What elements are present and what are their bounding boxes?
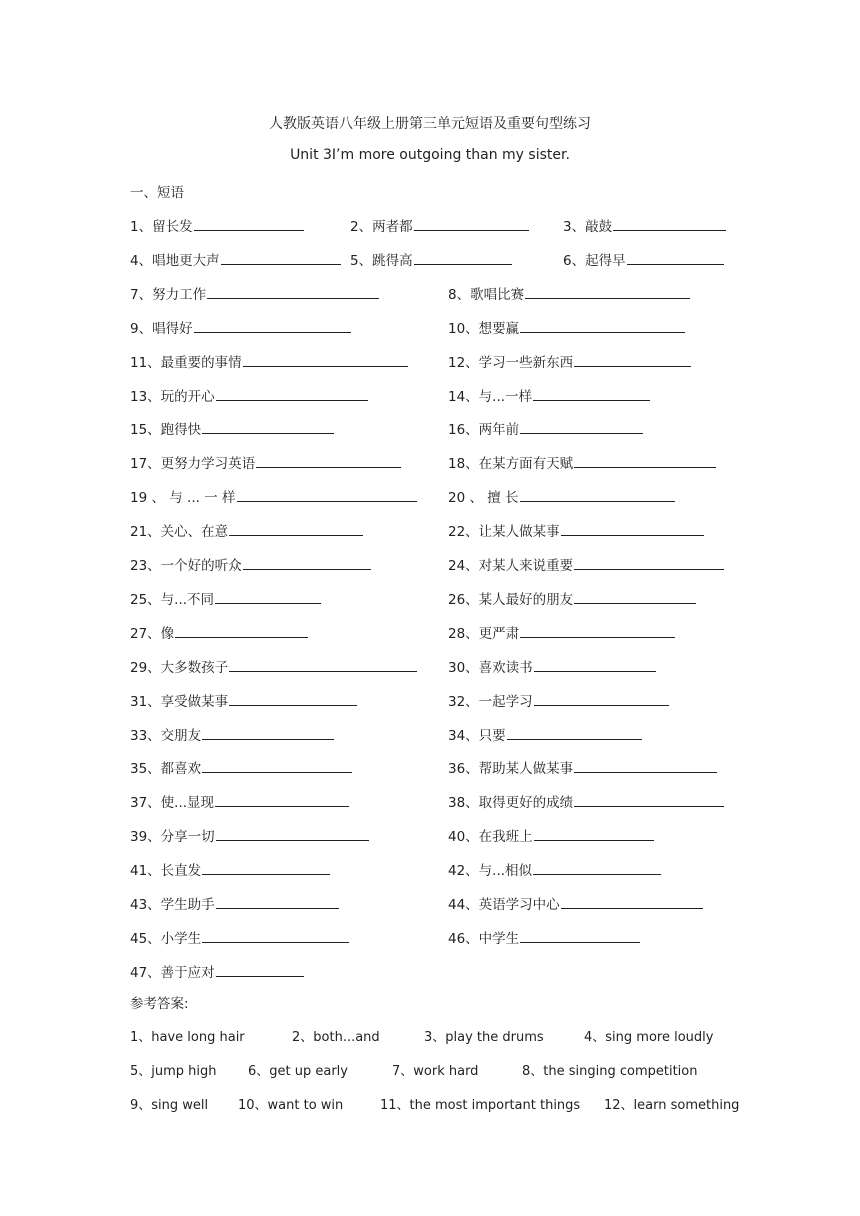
answer-blank-line[interactable] [534, 828, 654, 841]
phrase-label: 47、善于应对 [130, 964, 215, 981]
phrase-label: 28、更严肃 [448, 625, 520, 642]
answer-blank-line[interactable] [533, 862, 661, 875]
answer-blank-line[interactable] [194, 320, 351, 333]
answer-blank-line[interactable] [216, 388, 368, 401]
phrase-row [130, 283, 730, 303]
phrase-item [130, 554, 371, 574]
answer-blank-line[interactable] [229, 523, 363, 536]
phrase-item [448, 351, 691, 371]
phrase-item [448, 690, 669, 710]
phrase-row [130, 588, 730, 608]
answer-blank-line[interactable] [520, 930, 640, 943]
answer-blank-line[interactable] [229, 693, 357, 706]
answer-blank-line[interactable] [207, 286, 379, 299]
answer-blank-line[interactable] [574, 591, 696, 604]
answer-row [130, 1094, 740, 1114]
phrase-row [130, 825, 730, 845]
answer-item: 6、get up early [248, 1064, 348, 1079]
answer-blank-line[interactable] [627, 252, 724, 265]
phrase-item [448, 791, 724, 811]
phrase-label: 25、与...不同 [130, 591, 215, 608]
phrase-label: 17、更努力学习英语 [130, 456, 256, 473]
phrase-label: 8、歌唱比赛 [448, 286, 525, 303]
phrase-row [130, 724, 730, 744]
phrase-row [130, 554, 730, 574]
phrase-label: 12、学习一些新东西 [448, 354, 574, 371]
document-subtitle: Unit 3I’m more outgoing than my sister. [290, 147, 570, 163]
phrase-item [130, 588, 321, 608]
phrase-item [448, 757, 717, 777]
answer-blank-line[interactable] [202, 421, 334, 434]
phrase-label: 36、帮助某人做某事 [448, 761, 574, 778]
phrase-item [448, 859, 661, 879]
answer-blank-line[interactable] [216, 828, 369, 841]
answer-blank-line[interactable] [520, 421, 643, 434]
phrase-item [130, 215, 304, 235]
phrase-label: 13、玩的开心 [130, 388, 215, 405]
answer-blank-line[interactable] [520, 489, 675, 502]
answer-item: 10、want to win [238, 1098, 344, 1113]
phrase-row [130, 486, 730, 506]
phrase-item [448, 656, 656, 676]
answer-blank-line[interactable] [414, 218, 529, 231]
answer-blank-line[interactable] [414, 252, 512, 265]
answer-blank-line[interactable] [202, 760, 352, 773]
phrase-label: 32、一起学习 [448, 693, 533, 710]
answer-blank-line[interactable] [561, 896, 703, 909]
answer-item: 9、sing well [130, 1098, 209, 1113]
answer-blank-line[interactable] [194, 218, 304, 231]
answer-blank-line[interactable] [534, 659, 656, 672]
answer-blank-line[interactable] [525, 286, 690, 299]
answer-blank-line[interactable] [574, 794, 724, 807]
phrase-label: 5、跳得高 [350, 252, 413, 269]
phrase-item [130, 656, 417, 676]
answer-item: 3、play the drums [424, 1030, 544, 1045]
phrase-label: 21、关心、在意 [130, 524, 229, 541]
phrase-item [448, 825, 654, 845]
answer-blank-line[interactable] [216, 896, 339, 909]
phrase-label: 9、唱得好 [130, 320, 193, 337]
phrase-item [448, 622, 675, 642]
answer-blank-line[interactable] [237, 489, 417, 502]
phrase-item [448, 486, 675, 506]
answer-blank-line[interactable] [574, 354, 691, 367]
phrase-label: 29、大多数孩子 [130, 659, 229, 676]
phrase-label: 3、敲鼓 [563, 219, 613, 235]
phrase-row [130, 520, 730, 540]
phrase-item [130, 859, 330, 879]
answer-blank-line[interactable] [534, 693, 669, 706]
answer-blank-line[interactable] [507, 727, 642, 740]
phrase-row [130, 656, 730, 676]
phrase-item [448, 724, 642, 744]
phrase-label: 41、长直发 [130, 863, 202, 880]
phrase-label: 30、喜欢读书 [448, 659, 533, 676]
answer-blank-line[interactable] [243, 557, 371, 570]
answer-blank-line[interactable] [221, 252, 341, 265]
answer-blank-line[interactable] [215, 591, 321, 604]
phrase-item [448, 927, 640, 947]
phrase-label: 24、对某人来说重要 [448, 558, 574, 574]
answer-blank-line[interactable] [229, 659, 417, 672]
phrase-row [130, 690, 730, 710]
phrase-label: 10、想要赢 [448, 320, 520, 337]
phrase-item [448, 317, 685, 337]
phrase-item [130, 690, 357, 710]
phrase-item [130, 893, 339, 913]
phrase-item [130, 385, 368, 405]
phrase-row [130, 385, 730, 405]
phrase-row [130, 791, 730, 811]
answer-blank-line[interactable] [520, 625, 675, 638]
phrase-item [130, 317, 351, 337]
answer-item: 1、have long hair [130, 1030, 245, 1045]
phrase-label: 46、中学生 [448, 930, 520, 947]
phrase-label: 33、交朋友 [130, 727, 202, 744]
answer-item: 7、work hard [392, 1064, 479, 1079]
phrase-item [130, 961, 304, 981]
phrase-label: 22、让某人做某事 [448, 524, 560, 541]
answer-item: 11、the most important things [380, 1098, 581, 1113]
phrase-label: 35、都喜欢 [130, 761, 202, 778]
phrase-row [130, 622, 730, 642]
phrase-label: 18、在某方面有天赋 [448, 456, 574, 473]
answer-blank-line[interactable] [613, 218, 726, 231]
answers-heading: 参考答案: [130, 996, 189, 1012]
phrase-label: 26、某人最好的朋友 [448, 591, 574, 608]
phrase-row [130, 317, 730, 337]
answer-blank-line[interactable] [256, 455, 401, 468]
answer-item: 5、jump high [130, 1064, 217, 1079]
section-heading: 一、短语 [130, 185, 184, 201]
phrase-label: 2、两者都 [350, 219, 413, 235]
phrase-item [130, 622, 308, 642]
phrase-row [130, 927, 730, 947]
answer-blank-line[interactable] [574, 557, 724, 570]
phrase-label: 43、学生助手 [130, 897, 215, 913]
phrase-item [130, 520, 363, 540]
answer-blank-line[interactable] [561, 523, 704, 536]
phrase-row [130, 418, 730, 438]
phrase-item [130, 486, 417, 506]
phrase-row [130, 893, 730, 913]
phrase-item [130, 791, 349, 811]
phrase-label: 6、起得早 [563, 252, 626, 269]
phrase-label: 31、享受做某事 [130, 693, 229, 710]
phrase-label: 19 、 与 ... 一 样 [130, 490, 236, 507]
phrase-label: 34、只要 [448, 727, 506, 744]
phrase-label: 15、跑得快 [130, 422, 202, 439]
phrase-label: 4、唱地更大声 [130, 252, 220, 269]
phrase-item [350, 215, 529, 235]
phrase-row [130, 351, 730, 371]
phrase-label: 14、与...一样 [448, 388, 533, 405]
phrase-item [563, 249, 724, 269]
answer-blank-line[interactable] [243, 354, 408, 367]
phrase-item [448, 520, 704, 540]
phrase-item [130, 283, 379, 303]
phrase-label: 37、使...显现 [130, 795, 215, 812]
phrase-label: 40、在我班上 [448, 829, 533, 846]
phrase-label: 20 、 擅 长 [448, 490, 519, 507]
phrase-label: 1、留长发 [130, 219, 193, 235]
document-title: 人教版英语八年级上册第三单元短语及重要句型练习 [269, 116, 591, 132]
answer-blank-line[interactable] [175, 625, 308, 638]
phrase-item [130, 351, 408, 371]
phrase-row [130, 215, 730, 235]
phrase-item [130, 418, 334, 438]
answer-blank-line[interactable] [533, 388, 650, 401]
phrase-item [130, 452, 401, 472]
answer-item: 12、learn something [604, 1098, 740, 1113]
phrase-item [350, 249, 512, 269]
phrase-item [448, 283, 690, 303]
answer-blank-line[interactable] [202, 930, 349, 943]
phrase-row [130, 452, 730, 472]
phrase-label: 38、取得更好的成绩 [448, 795, 574, 812]
answer-blank-line[interactable] [202, 862, 330, 875]
answer-item: 2、both...and [292, 1030, 380, 1045]
answer-blank-line[interactable] [574, 455, 716, 468]
phrase-item [448, 588, 696, 608]
phrase-row [130, 757, 730, 777]
phrase-label: 27、像 [130, 625, 175, 642]
answer-blank-line[interactable] [202, 727, 334, 740]
answer-item: 4、sing more loudly [584, 1030, 714, 1045]
phrase-label: 7、努力工作 [130, 286, 207, 303]
phrase-row [130, 961, 730, 981]
phrase-row [130, 859, 730, 879]
phrase-label: 16、两年前 [448, 422, 520, 439]
answer-row [130, 1060, 740, 1080]
phrase-item [448, 554, 724, 574]
phrase-item [130, 724, 334, 744]
phrase-label: 42、与...相似 [448, 863, 533, 880]
phrase-item [448, 385, 650, 405]
phrase-label: 44、英语学习中心 [448, 897, 560, 913]
phrase-label: 11、最重要的事情 [130, 354, 242, 371]
phrase-label: 23、一个好的听众 [130, 558, 242, 574]
answer-blank-line[interactable] [216, 964, 304, 977]
answer-item: 8、the singing competition [522, 1064, 698, 1079]
phrase-item [448, 418, 643, 438]
answer-row [130, 1026, 740, 1046]
phrase-item [448, 893, 703, 913]
phrase-label: 45、小学生 [130, 930, 202, 947]
phrase-label: 39、分享一切 [130, 829, 215, 846]
phrase-item [130, 825, 369, 845]
phrase-item [448, 452, 716, 472]
phrase-item [130, 927, 349, 947]
answer-blank-line[interactable] [520, 320, 685, 333]
phrase-row [130, 249, 730, 269]
phrase-item [130, 249, 341, 269]
answer-blank-line[interactable] [215, 794, 349, 807]
phrase-item [130, 757, 352, 777]
answer-blank-line[interactable] [574, 760, 717, 773]
phrase-item [563, 215, 726, 235]
